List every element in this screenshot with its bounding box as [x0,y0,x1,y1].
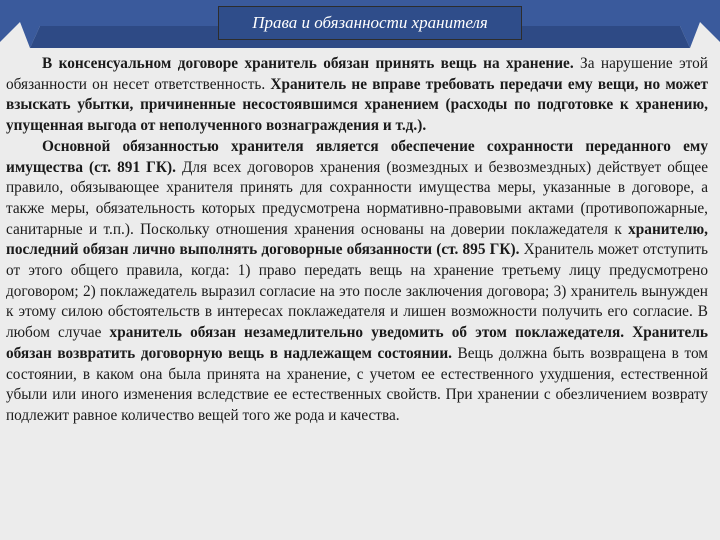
body-text [6,54,708,427]
p1-sentence-bold-1: В консенсуальном договоре хранитель обязан принять вещь на хранение. [42,55,574,72]
p2-sentence-6: Вещь должна быть возвращена в том состоянии, в каком она была принята на хранение, с учетом ее естественного ухудшения, естественной убыли или иного изменения вследствие ее естественных свойств. При хранении с обезличением возврату подлежит равное количество вещей того же рода и качества. [6,344,708,424]
p1-sentence-bold-3: Хранитель не вправе требовать передачи ему вещи, но может взыскать убытки, причиненные несостоявшимся хранением (расходы по подготовке к хранению, упущенная выгода от неполученного вознаграждения и т.д.). [6,75,708,135]
p2-sentence-4: Хранитель может отступить от этого общего правила, когда: 1) право передать вещь на хранение третьему лицу предусмотрено договором; 2) поклажедатель выразил согласие на это после заключения договора; 3) хранитель вынужден к этому силою обстоятельств в интересах поклажедателя и лишен возможности получить его согласие. В любом случае [6,241,708,342]
title-box [218,6,522,40]
paragraph-2 [6,137,708,427]
p2-sentence-2: Для всех договоров хранения (возмездных и безвозмездных) действует общее правило, обязывающее хранителя принять для сохранности имущества меры, указанные в договоре, а также меры, обязательность которых предусмотрена нормативно-правовыми актами (противопожарные, санитарные и т.п.). Поскольку отношения хранения основаны на доверии поклажедателя к [6,158,708,238]
paragraph-1 [6,54,708,137]
p2-sentence-bold-1: Основной обязанностью хранителя является обеспечение сохранности переданного ему имущества (ст. 891 ГК). [6,137,708,176]
p2-sentence-bold-5: хранитель обязан незамедлительно уведомить об этом поклажедателя. Хранитель обязан возвратить договорную вещь в надлежащем состоянии. [6,324,708,362]
page-title: Права и обязанности хранителя [252,13,488,32]
p1-sentence-2: За нарушение этой обязанности он несет ответственность. [6,55,708,93]
p2-sentence-bold-3: хранителю, последний обязан лично выполнять договорные обязанности (ст. 895 ГК). [6,220,708,259]
